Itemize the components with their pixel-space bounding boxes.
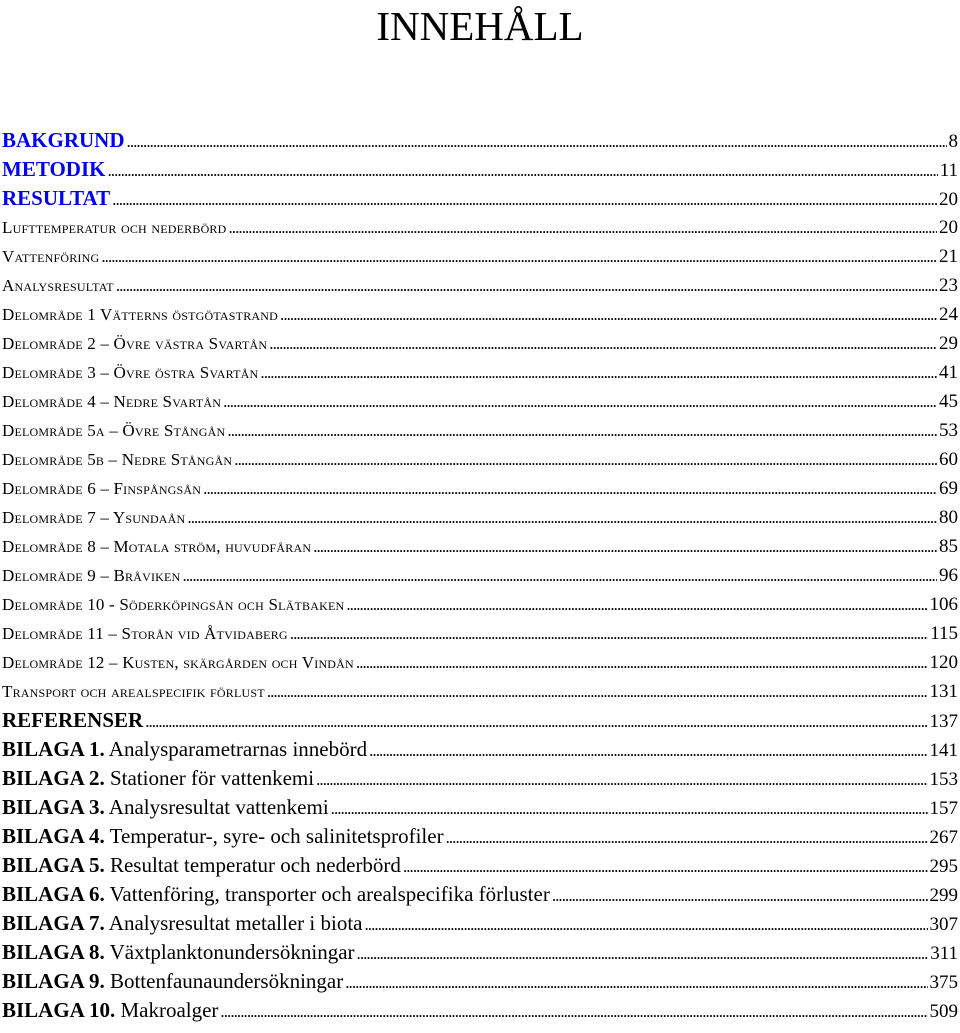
- appendix-label: BILAGA 5.: [2, 853, 105, 877]
- toc-entry[interactable]: [2, 271, 960, 300]
- toc-entry[interactable]: [2, 329, 960, 358]
- toc-entry-title: [2, 938, 355, 967]
- toc-entry-title: Delområde 6 – Finspångsån: [2, 479, 202, 498]
- toc-entry[interactable]: [2, 938, 960, 967]
- page-title: INNEHÅLL: [376, 3, 584, 49]
- dot-leader: [280, 300, 937, 329]
- appendix-title: Temperatur-, syre- och salinitetsprofiler: [109, 824, 444, 848]
- page-number: 69: [939, 478, 958, 499]
- page-number: 157: [929, 798, 958, 819]
- toc-entry-title: [2, 996, 218, 1025]
- dot-leader: [101, 242, 937, 271]
- dot-leader: [203, 474, 937, 503]
- appendix-label: BILAGA 3.: [2, 795, 105, 819]
- page-number: 20: [939, 217, 958, 238]
- toc-entry-title: Delområde 5b – Nedre Stångån: [2, 450, 233, 469]
- dot-leader: [127, 126, 947, 156]
- dot-leader: [345, 967, 927, 997]
- page-number: 45: [939, 391, 958, 412]
- dot-leader: [234, 445, 937, 474]
- toc-entry-title: Delområde 8 – Motala ström, huvudfåran: [2, 537, 312, 556]
- toc-entry[interactable]: [2, 648, 960, 677]
- toc-entry-title: METODIK: [2, 157, 106, 181]
- appendix-title: Analysresultat vattenkemi: [108, 795, 329, 819]
- appendix-title: Analysparametrarnas innebörd: [108, 737, 368, 761]
- toc-entry[interactable]: [2, 387, 960, 416]
- dot-leader: [112, 184, 937, 214]
- toc-entry-title: Delområde 1 Vätterns östgötastrand: [2, 305, 279, 324]
- page-number: 131: [929, 681, 958, 702]
- toc-entry-title: [2, 764, 314, 793]
- toc-entry-title: [2, 880, 550, 909]
- page-number: 115: [930, 623, 958, 644]
- toc-entry-title: [2, 822, 444, 851]
- toc-entry[interactable]: [2, 851, 960, 880]
- table-of-contents: [2, 126, 960, 1025]
- toc-entry[interactable]: [2, 155, 960, 184]
- appendix-label: BILAGA 1.: [2, 737, 105, 761]
- dot-leader: [331, 793, 928, 823]
- toc-entry-title: [2, 793, 329, 822]
- dot-leader: [369, 735, 927, 765]
- dot-leader: [290, 619, 928, 648]
- page-number: 8: [948, 131, 958, 152]
- toc-entry-title: [2, 967, 343, 996]
- toc-entry-title: RESULTAT: [2, 186, 111, 210]
- page-number: 375: [929, 972, 958, 993]
- toc-entry[interactable]: [2, 213, 960, 242]
- appendix-title: Makroalger: [120, 998, 219, 1022]
- toc-entry[interactable]: [2, 764, 960, 793]
- page-number: 106: [929, 594, 958, 615]
- dot-leader: [313, 532, 937, 561]
- page-number: 96: [939, 565, 958, 586]
- page-number: 41: [939, 362, 958, 383]
- appendix-label: BILAGA 2.: [2, 766, 105, 790]
- dot-leader: [116, 271, 937, 300]
- page-number: 267: [929, 827, 958, 848]
- appendix-label: BILAGA 4.: [2, 824, 105, 848]
- dot-leader: [357, 938, 929, 968]
- page-number: 120: [929, 652, 958, 673]
- toc-entry-title: Delområde 9 – Bråviken: [2, 566, 181, 585]
- dot-leader: [356, 648, 928, 677]
- dot-leader: [403, 851, 928, 881]
- toc-entry[interactable]: [2, 706, 960, 735]
- page-number: 137: [929, 711, 958, 732]
- page-number: 24: [939, 304, 958, 325]
- toc-entry[interactable]: [2, 416, 960, 445]
- toc-entry-title: Delområde 4 – Nedre Svartån: [2, 392, 222, 411]
- dot-leader: [446, 822, 928, 852]
- toc-entry[interactable]: [2, 503, 960, 532]
- dot-leader: [269, 329, 937, 358]
- page-number: 85: [939, 536, 958, 557]
- dot-leader: [267, 677, 928, 706]
- dot-leader: [260, 358, 937, 387]
- dot-leader: [220, 996, 927, 1026]
- toc-entry[interactable]: [2, 242, 960, 271]
- appendix-title: Vattenföring, transporter och arealspecifika förluster: [109, 882, 550, 906]
- page-number: 60: [939, 449, 958, 470]
- toc-entry[interactable]: [2, 822, 960, 851]
- toc-entry[interactable]: [2, 300, 960, 329]
- toc-entry-title: Delområde 5a – Övre Stångån: [2, 421, 226, 440]
- page-number: 20: [939, 189, 958, 210]
- toc-entry[interactable]: [2, 677, 960, 706]
- page-number: 80: [939, 507, 958, 528]
- toc-entry[interactable]: [2, 880, 960, 909]
- dot-leader: [364, 909, 927, 939]
- toc-entry[interactable]: [2, 358, 960, 387]
- page-number: 53: [939, 420, 958, 441]
- dot-leader: [145, 706, 927, 736]
- dot-leader: [107, 155, 937, 185]
- toc-entry-title: Delområde 12 – Kusten, skärgården och Vindån: [2, 653, 354, 672]
- page-number: 21: [939, 246, 958, 267]
- page-number: 307: [929, 914, 958, 935]
- page-number: 11: [939, 160, 958, 181]
- dot-leader: [227, 416, 937, 445]
- dot-leader: [346, 590, 927, 619]
- toc-entry[interactable]: [2, 735, 960, 764]
- toc-entry-title: [2, 909, 362, 938]
- appendix-label: BILAGA 10.: [2, 998, 116, 1022]
- toc-entry[interactable]: [2, 561, 960, 590]
- dot-leader: [552, 880, 928, 910]
- toc-entry[interactable]: [2, 184, 960, 213]
- toc-entry-title: [2, 735, 367, 764]
- page-number: 153: [929, 769, 958, 790]
- toc-entry[interactable]: [2, 474, 960, 503]
- toc-entry-title: Transport och arealspecifik förlust: [2, 682, 265, 701]
- dot-leader: [182, 561, 937, 590]
- toc-entry[interactable]: [2, 909, 960, 938]
- appendix-title: Resultat temperatur och nederbörd: [109, 853, 401, 877]
- toc-entry-title: Delområde 3 – Övre östra Svartån: [2, 363, 259, 382]
- toc-entry[interactable]: [2, 126, 960, 155]
- toc-entry-title: Analysresultat: [2, 276, 114, 295]
- page-number: 141: [929, 740, 958, 761]
- appendix-label: BILAGA 6.: [2, 882, 105, 906]
- page-number: 299: [929, 885, 958, 906]
- toc-entry-title: REFERENSER: [2, 708, 144, 732]
- toc-entry[interactable]: [2, 967, 960, 996]
- toc-entry-title: Delområde 2 – Övre västra Svartån: [2, 334, 268, 353]
- toc-entry[interactable]: [2, 532, 960, 561]
- appendix-label: BILAGA 8.: [2, 940, 105, 964]
- toc-entry[interactable]: [2, 996, 960, 1025]
- appendix-title: Bottenfaunaundersökningar: [109, 969, 344, 993]
- toc-entry-title: Delområde 11 – Storån vid Åtvidaberg: [2, 624, 288, 643]
- dot-leader: [229, 213, 938, 242]
- page-number: 295: [929, 856, 958, 877]
- toc-entry-title: [2, 851, 401, 880]
- appendix-title: Stationer för vattenkemi: [109, 766, 315, 790]
- appendix-label: BILAGA 9.: [2, 969, 105, 993]
- page-number: 29: [939, 333, 958, 354]
- page-number: 509: [929, 1001, 958, 1022]
- dot-leader: [223, 387, 937, 416]
- toc-entry-title: BAKGRUND: [2, 128, 125, 152]
- page-number: 311: [930, 943, 958, 964]
- appendix-title: Analysresultat metaller i biota: [108, 911, 363, 935]
- appendix-label: BILAGA 7.: [2, 911, 105, 935]
- toc-entry[interactable]: [2, 590, 960, 619]
- toc-entry-title: Vattenföring: [2, 247, 100, 266]
- toc-entry-title: Delområde 7 – Ysundaån: [2, 508, 186, 527]
- page-number: 23: [939, 275, 958, 296]
- appendix-title: Växtplanktonundersökningar: [109, 940, 355, 964]
- dot-leader: [187, 503, 937, 532]
- toc-entry[interactable]: [2, 793, 960, 822]
- toc-entry[interactable]: [2, 445, 960, 474]
- toc-entry-title: Lufttemperatur och nederbörd: [2, 218, 227, 237]
- toc-entry[interactable]: [2, 619, 960, 648]
- toc-entry-title: Delområde 10 - Söderköpingsån och Slätbaken: [2, 595, 345, 614]
- dot-leader: [316, 764, 927, 794]
